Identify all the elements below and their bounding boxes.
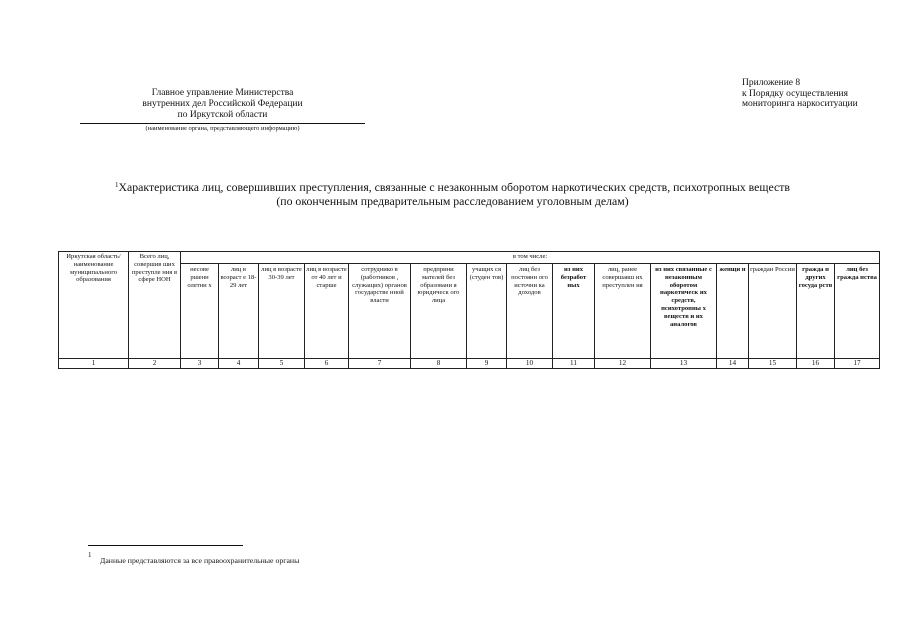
org-line-1: Главное управление Министерства — [151, 88, 294, 98]
col-age-18-29-header: лиц в возраст е 18-29 лет — [219, 264, 259, 359]
col-state-employees-header: сотруднико в (работников , служащих) органов государстве нной власти — [349, 264, 411, 359]
org-caption: (наименование органа, представляющего информацию) — [145, 125, 300, 132]
footnote-separator — [88, 545, 243, 546]
column-number-row — [59, 359, 880, 369]
col-women-header: женщи н — [717, 264, 749, 359]
title-line-2: (по оконченным предварительным расследованием уголовным делам) — [276, 194, 629, 208]
col-region-header: Иркутская область/ наименование муниципального образования — [59, 252, 129, 359]
column-number: 16 — [797, 359, 835, 369]
appendix-line-3: мониторинга наркоситуации — [742, 99, 858, 109]
column-number: 13 — [651, 359, 717, 369]
title-line-1 — [40, 178, 865, 194]
column-number: 11 — [553, 359, 595, 369]
organization-name — [80, 88, 365, 121]
org-underline — [80, 123, 365, 124]
col-drug-related-repeat-header: из них связанные с незаконным оборотом наркотическ их средств, психотропны х веществ и их аналогов — [651, 264, 717, 359]
col-russian-citizens-header: граждан России — [749, 264, 797, 359]
appendix-line-2: к Порядку осуществления — [742, 88, 848, 99]
col-no-income-header: лиц без постоянн ого источни ка доходов — [507, 264, 553, 359]
column-number: 10 — [507, 359, 553, 369]
column-number: 9 — [467, 359, 507, 369]
column-number: 14 — [717, 359, 749, 369]
column-number: 17 — [835, 359, 880, 369]
col-foreign-citizens-header: гражда н других госуда рств — [797, 264, 835, 359]
appendix-note — [742, 78, 892, 110]
group-header-including: в том числе: — [181, 252, 880, 264]
col-total-header: Всего лиц, совершив ших преступле ния в сфере НОН — [129, 252, 181, 359]
header-row-group — [59, 252, 880, 264]
col-age-40-plus-header: лиц в возрасте от 40 лет и старше — [305, 264, 349, 359]
col-students-header: учащих ся (студен тов) — [467, 264, 507, 359]
col-age-30-39-header: лиц в возрасте 30-39 лет — [259, 264, 305, 359]
title-footnote-mark: 1 — [114, 181, 119, 189]
col-minors-header: несове ршенн олетни х — [181, 264, 219, 359]
col-unemployed-header: из них безработ ных — [553, 264, 595, 359]
column-number: 2 — [129, 359, 181, 369]
document-title — [40, 178, 865, 208]
org-line-2: внутренних дел Российской Федерации — [142, 99, 303, 109]
title-line-1-text: Характеристика лиц, совершивших преступления, связанные с незаконным оборотом наркотических средств, психотропных веществ — [118, 180, 790, 194]
column-number: 6 — [305, 359, 349, 369]
column-number: 15 — [749, 359, 797, 369]
column-number: 5 — [259, 359, 305, 369]
column-number: 12 — [595, 359, 651, 369]
org-line-3: по Иркутской области — [177, 110, 268, 120]
column-number: 3 — [181, 359, 219, 369]
col-stateless-header: лиц без гражда нства — [835, 264, 880, 359]
column-number: 8 — [411, 359, 467, 369]
column-number: 1 — [59, 359, 129, 369]
characteristics-table — [58, 251, 880, 369]
footnote-mark: 1 — [88, 551, 92, 559]
col-repeat-offenders-header: лиц, ранее совершавш их преступлен ия — [595, 264, 651, 359]
header-row-sub — [59, 264, 880, 359]
appendix-line-1: Приложение 8 — [742, 78, 801, 88]
column-number: 4 — [219, 359, 259, 369]
footnote-text: Данные представляются за все правоохранительные органы — [100, 556, 300, 565]
column-number: 7 — [349, 359, 411, 369]
col-entrepreneurs-header: предприни мателей без образовани я юридическ ого лица — [411, 264, 467, 359]
